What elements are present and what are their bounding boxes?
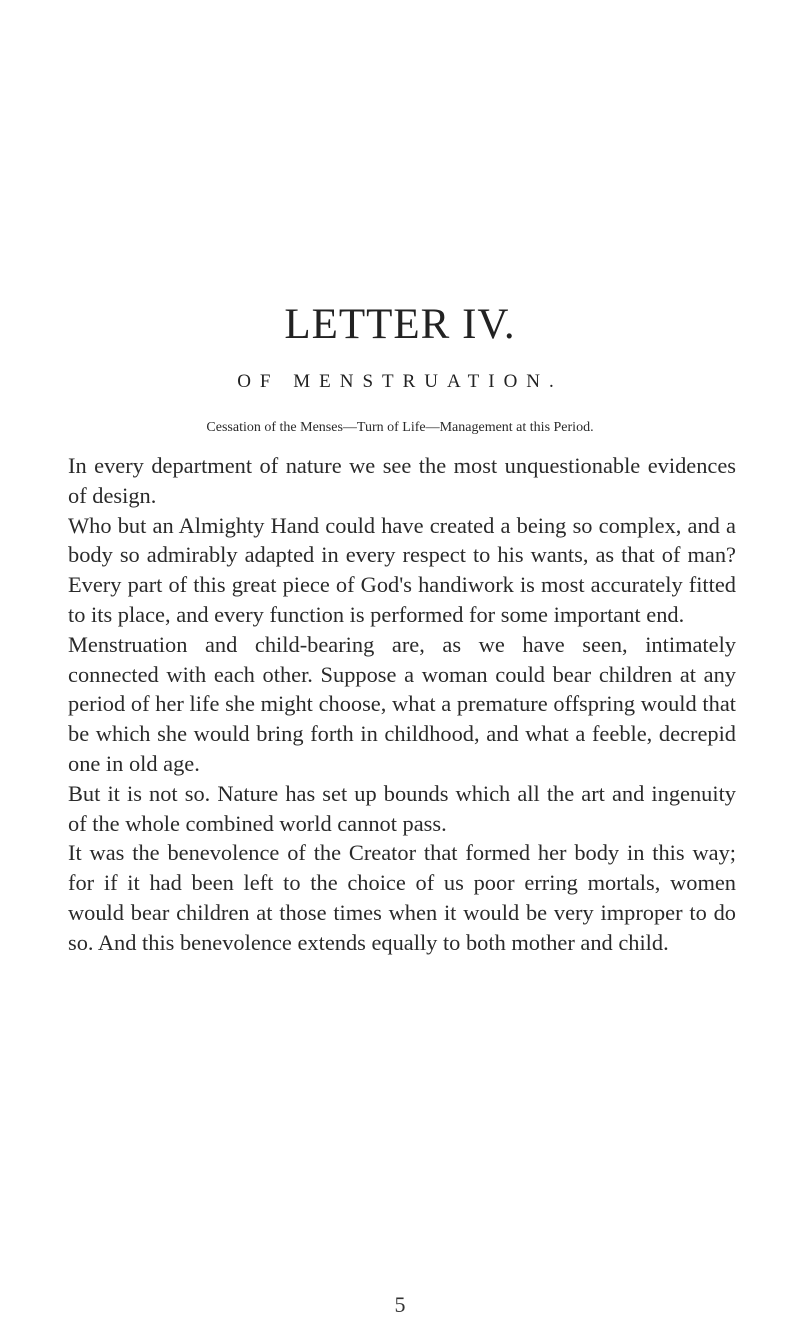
chapter-summary: Cessation of the Menses—Turn of Life—Management at this Period. xyxy=(206,420,594,435)
paragraph: Menstruation and child-bearing are, as we have seen, intimately connected with each other. Suppose a woman could bear children at any period of her life she might choose, what a premature offspring would that be which she would bring forth in childhood, and what a feeble, decrepid one in old age. xyxy=(68,631,736,776)
body-text xyxy=(68,451,736,958)
paragraph: In every department of nature we see the most unquestionable evidences of design. xyxy=(68,453,736,508)
paragraph: But it is not so. Nature has set up bounds which all the art and ingenuity of the whole combined world cannot pass. xyxy=(68,780,736,836)
page-number: 5 xyxy=(394,1292,406,1317)
paragraph: Who but an Almighty Hand could have created a being so complex, and a body so admirably adapted in every respect to his wants, as that of man? Every part of this great piece of God's handiwork is most accurately fitted to its place, and every function is performed for some important end. xyxy=(68,512,736,627)
letter-title: LETTER IV. xyxy=(284,301,516,348)
paragraph: It was the benevolence of the Creator that formed her body in this way; for if it had been left to the choice of us poor erring mortals, women would bear children at those times when it would be very improper to do so. And this benevolence extends equally to both mother and child. xyxy=(68,840,736,955)
chapter-subject: OF MENSTRUATION. xyxy=(237,371,563,392)
